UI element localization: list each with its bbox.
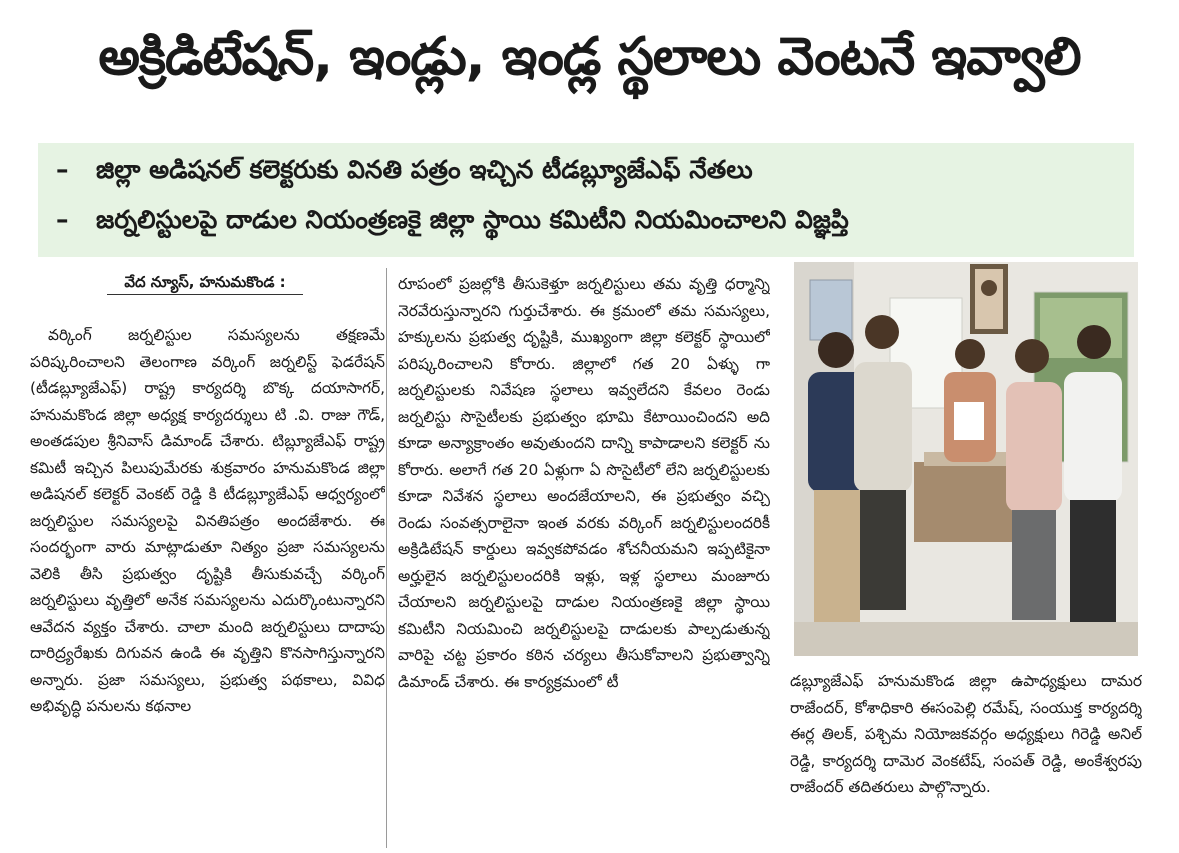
subheading-dash: –: [56, 155, 69, 184]
subheading-2: [56, 200, 849, 240]
subheading-dash: –: [56, 205, 69, 234]
subheading-1: [56, 150, 753, 190]
subheading-text: జర్నలిస్టులపై దాడుల నియంత్రణకై జిల్లా స్థాయి కమిటీని నియమించాలని విజ్ఞప్తి: [96, 205, 849, 234]
subheading-box: [38, 143, 1134, 257]
news-photo: [794, 262, 1138, 656]
article-column-1: వర్కింగ్ జర్నలిస్టుల సమస్యలను తక్షణమే పరిష్కరించాలని తెలంగాణ వర్కింగ్ జర్నలిస్ట్ ఫెడరేషన్ (టీడబ్ల్యూజేఎఫ్) రాష్ట్ర కార్యదర్శి బొక్క దయాసాగర్, హనుమకొండ జిల్లా అధ్యక్ష కార్యదర్శులు టి .వి. రాజు గౌడ్, అంతడపుల శ్రీనివాస్ డిమాండ్ చేశారు. టిబ్ల్యూజేఎఫ్ రాష్ట్ర కమిటీ ఇచ్చిన పిలుపుమేరకు శుక్రవారం హనుమకొండ జిల్లా అడిషనల్ కలెక్టర్ వెంకట్ రెడ్డి కి టీడబ్ల్యూజేఎఫ్ ఆధ్వర్యంలో జర్నలిస్టుల సమస్యలపై వినతిపత్రం అందజేశారు. ఈ సందర్భంగా వారు మాట్లాడుతూ నిత్యం ప్రజా సమస్యలను వెలికి తీసి ప్రభుత్వం దృష్టికి తీసుకువచ్చే వర్కింగ్ జర్నలిస్టులు వృత్తిలో అనేక సమస్యలను ఎదుర్కొంటున్నారని ఆవేదన వ్యక్తం చేశారు. చాలా మంది జర్నలిస్టులు దాదాపు దారిద్ర్యరేఖకు దిగువన ఉండి ఈ వృత్తిని కొనసాగిస్తున్నారని అన్నారు. ప్రజా సమస్యలు, ప్రభుత్వ పథకాలు, వివిధ అభివృద్ధి పనులను కథనాల: [30, 326, 385, 715]
article-column-2: రూపంలో ప్రజల్లోకి తీసుకెళ్తూ జర్నలిస్టులు తమ వృత్తి ధర్మాన్ని నెరవేరుస్తున్నారని గుర్తుచేశారు. ఈ క్రమంలో తమ సమస్యలు, హక్కులను ప్రభుత్వ దృష్టికి, ముఖ్యంగా జిల్లా కలెక్టర్ స్థాయిలో పరిష్కరించాలని కోరారు. జిల్లాలో గత 20 ఏళ్ళు గా జర్నలిస్టులకు నివేషణ స్థలాలు ఇవ్వలేదని కేవలం రెండు జర్నలిస్టు సొసైటీలకు ప్రభుత్వం భూమి కేటాయించిందని అది కూడా అన్యాక్రాంతం అవుతుందని దాన్ని కాపాడాలని కలెక్టర్ ను కోరారు. అలాగే గత 20 ఏళ్లుగా ఏ సొసైటీలో లేని జర్నలిస్టులకు కూడా నివేశన స్థలాలు అందజేయాలని, ఈ ప్రభుత్వం వచ్చి రెండు సంవత్సరాలైనా ఇంత వరకు వర్కింగ్ జర్నలిస్టులందరికీ అక్రిడిటేషన్ కార్డులు ఇవ్వకపోవడం శోచనీయమని ఇప్పటికైనా అర్హులైన జర్నలిస్టులందరికి ఇళ్లు, ఇళ్ల స్థలాలు మంజూరు చేయాలని జర్నలిస్టులపై దాడుల నియంత్రణకై జిల్లా స్థాయి కమిటీని నియమించి జర్నలిస్టులపై దాడులకు పాల్పడుతున్న వారిపై చట్ట ప్రకారం కఠిన చర్యలు తీసుకోవాలని ప్రభుత్వాన్ని డిమాండ్ చేశారు. ఈ కార్యక్రమంలో టీ: [398, 275, 770, 691]
article-column-3: డబ్ల్యూజేఎఫ్ హనుమకొండ జిల్లా ఉపాధ్యక్షులు దామర రాజేందర్, కోశాధికారి ఈసంపెల్లి రమేష్, సంయుక్త కార్యదర్శి ఈర్ల తిలక్, పశ్చిమ నియోజకవర్గం అధ్యక్షులు గిరెడ్డి అనిల్ రెడ్డి, కార్యదర్శి దామెర వెంకటేష్, సంపత్ రెడ్డి, అంకేశ్వరపు రాజేందర్ తదితరులు పాల్గొన్నారు.: [790, 672, 1142, 796]
subheading-text: జిల్లా అడిషనల్ కలెక్టరుకు వినతి పత్రం ఇచ్చిన టీడబ్ల్యూజేఎఫ్ నేతలు: [96, 155, 753, 184]
news-photo-illustration: [794, 262, 1138, 656]
column-divider: [386, 268, 387, 848]
headline: అక్రిడిటేషన్, ఇండ్లు, ఇండ్ల స్థలాలు వెంటనే ఇవ్వాలి: [98, 27, 1081, 87]
byline: వేద న్యూస్, హనుమకొండ :: [107, 270, 303, 295]
